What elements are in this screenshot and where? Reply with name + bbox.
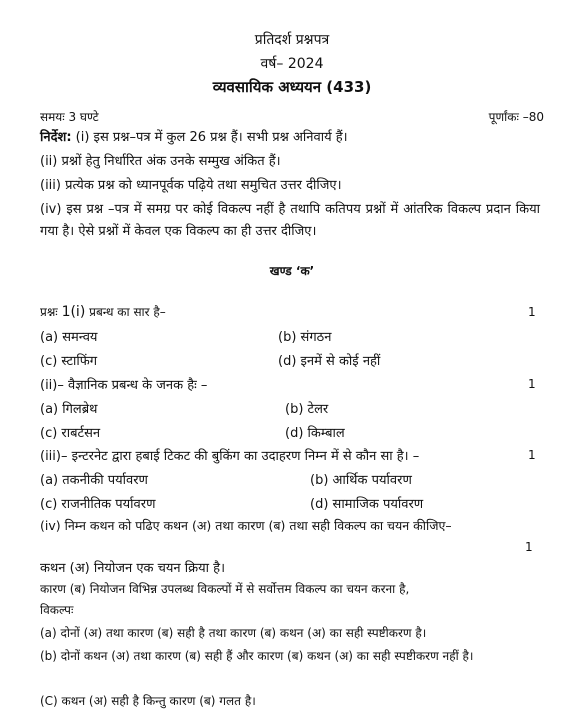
instruction-iv: (iv) इस प्रश्न –पत्र में समग्र पर कोई विकल्प नहीं है तथापि कतिपय प्रश्नों में आंतरिक विकल्प प्रदान किया गया है। ऐसे प्रश्नों में केवल एक विकल्प का ही उत्तर दीजिए। xyxy=(40,202,540,239)
paper-title: प्रतिदर्श प्रश्नपत्र xyxy=(254,32,330,48)
q2-option-b: (b) टेलर xyxy=(285,402,329,417)
time-allowed: समयः 3 घण्टे xyxy=(40,110,99,124)
q1-option-a: (a) समन्वय xyxy=(40,330,98,345)
question-4-marks: 1 xyxy=(525,540,533,554)
question-2-stem: (ii)– वैज्ञानिक प्रबन्ध के जनक हैः – xyxy=(40,378,208,393)
q3-option-c: (c) राजनीतिक पर्यावरण xyxy=(40,497,156,512)
max-marks: पूर्णांकः –80 xyxy=(488,110,544,124)
q1-option-d: (d) इनमें से कोई नहीं xyxy=(278,354,381,369)
instructions-label: निर्देश: xyxy=(40,130,72,145)
question-3-stem: (iii)– इन्टरनेट द्वारा हबाई टिकट की बुकिंग का उदाहरण निम्न में से कौन सा है। – xyxy=(40,449,420,464)
question-prefix: प्रश्नः xyxy=(40,305,62,319)
question-number: 1(i) xyxy=(61,304,86,320)
instruction-ii: (ii) प्रश्नों हेतु निर्धारित अंक उनके सम्मुख अंकित हैं। xyxy=(40,154,281,169)
section-heading: खण्ड ‘क’ xyxy=(269,264,315,278)
q2-option-a: (a) गिलब्रेथ xyxy=(40,402,98,417)
question-4-stem: (iv) निम्न कथन को पढिए कथन (अ) तथा कारण (ब) तथा सही विकल्प का चयन कीजिए– xyxy=(40,518,452,533)
q4-options-label: विकल्पः xyxy=(40,603,74,617)
q2-option-c: (c) राबर्टसन xyxy=(40,426,101,441)
subject-title: व्यवसायिक अध्ययन (433) xyxy=(212,78,372,96)
q3-option-b: (b) आर्थिक पर्यावरण xyxy=(310,473,412,488)
q4-option-c: (C) कथन (अ) सही है किन्तु कारण (ब) गलत है। xyxy=(40,694,256,708)
q1-option-c: (c) स्टाफिंग xyxy=(40,354,98,369)
q2-option-d: (d) किम्बाल xyxy=(285,426,345,441)
question-2-marks: 1 xyxy=(528,377,536,391)
q3-option-d: (d) सामाजिक पर्यावरण xyxy=(310,497,424,512)
q3-option-a: (a) तकनीकी पर्यावरण xyxy=(40,473,148,488)
instruction-i xyxy=(40,127,348,145)
question-1-text: प्रबन्ध का सार है– xyxy=(85,305,166,319)
paper-year: वर्ष– 2024 xyxy=(260,56,324,72)
q4-reason: कारण (ब) नियोजन विभिन्न उपलब्ध विकल्पों में से सर्वोत्तम विकल्प का चयन करना है, xyxy=(40,582,410,596)
q1-option-b: (b) संगठन xyxy=(278,330,332,345)
q4-option-a: (a) दोनों (अ) तथा कारण (ब) सही है तथा कारण (ब) कथन (अ) का सही स्पष्टीकरण है। xyxy=(40,626,427,640)
instruction-i-text: (i) इस प्रश्न–पत्र में कुल 26 प्रश्न हैं। सभी प्रश्न अनिवार्य हैं। xyxy=(75,130,348,145)
instruction-iii: (iii) प्रत्येक प्रश्न को ध्यानपूर्वक पढ़िये तथा समुचित उत्तर दीजिए। xyxy=(40,178,342,193)
question-1-marks: 1 xyxy=(528,305,536,319)
q4-statement: कथन (अ) नियोजन एक चयन क्रिया है। xyxy=(40,561,225,576)
q4-option-b: (b) दोनों कथन (अ) तथा कारण (ब) सही हैं और कारण (ब) कथन (अ) का सही स्पष्टीकरण नहीं है। xyxy=(40,649,474,663)
question-1-stem xyxy=(40,303,166,320)
question-3-marks: 1 xyxy=(528,448,536,462)
